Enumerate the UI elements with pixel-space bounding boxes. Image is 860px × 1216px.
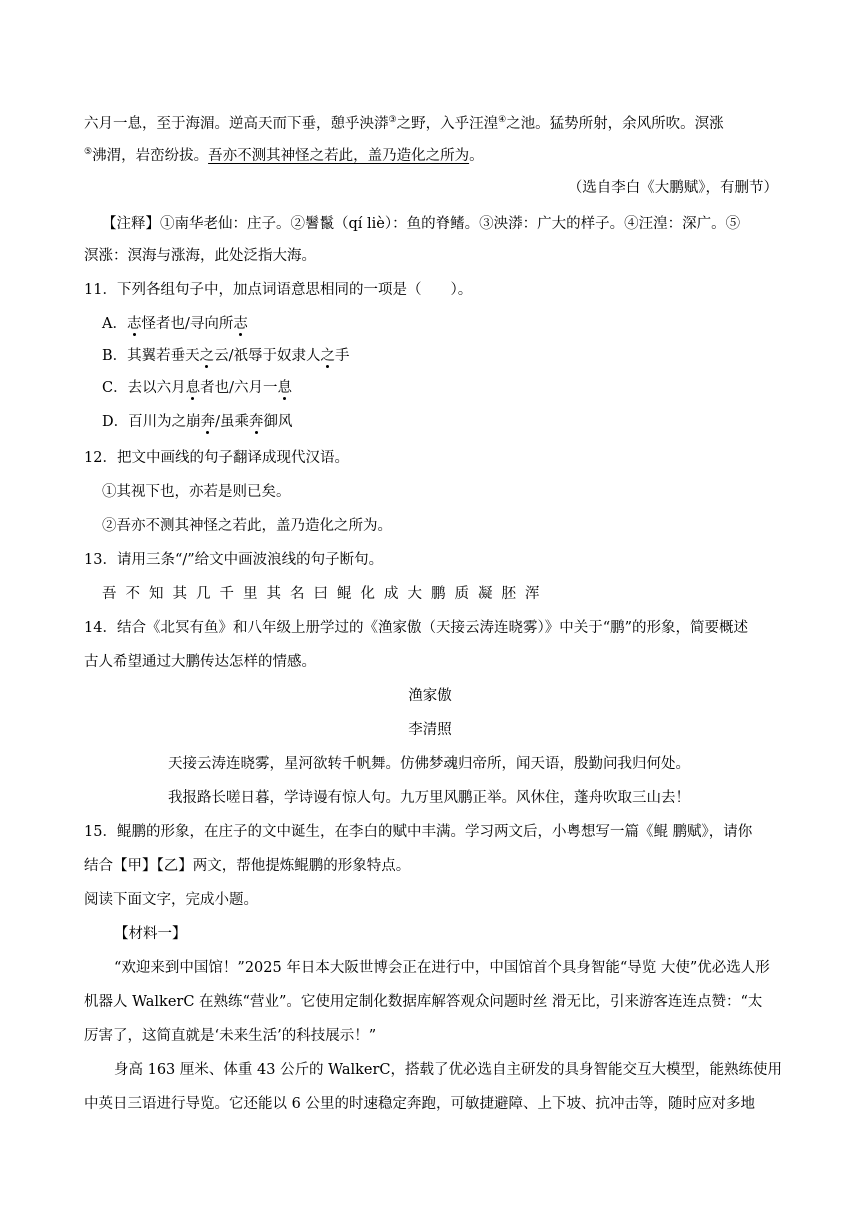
question-13-sentence: 吾不知其几千里其名曰鲲化成大鹏质凝胚浑	[102, 586, 549, 602]
question-11-option-d: D．百川为之崩奔/虽乘奔御风	[102, 414, 293, 430]
material-1-p1-line-2: 机器人 WalkerC 在熟练“营业”。它使用定制化数据库解答观众问题时丝 滑无比，引来游客连连点赞：“太	[84, 994, 763, 1010]
question-11-option-b: B．其翼若垂天之云/祇辱于奴隶人之手	[102, 348, 350, 364]
question-12-stem: 12．把文中画线的句子翻译成现代汉语。	[84, 450, 349, 466]
question-11-option-c: C．去以六月息者也/六月一息	[102, 380, 292, 396]
dotted-word: 志	[233, 316, 248, 332]
poem-title: 渔家傲	[408, 688, 452, 704]
material-1-title: 【材料一】	[114, 926, 187, 942]
question-12-sentence-1: ①其视下也，亦若是则已矣。	[102, 484, 291, 500]
question-13-stem: 13．请用三条“/”给文中画波浪线的句子断句。	[84, 552, 384, 568]
dotted-word: 息	[185, 380, 201, 396]
material-1-p2-line-2: 中英日三语进行导览。它还能以 6 公里的时速稳定奔跑，可敏捷避障、上下坡、抗冲击等，随时应对多地	[84, 1096, 755, 1112]
dotted-word: 奔	[200, 414, 216, 430]
dotted-word: 志	[126, 316, 142, 332]
material-1-p1-line-1: “欢迎来到中国馆！”2025 年日本大阪世博会正在进行中，中国馆首个具身智能“导览 大使”优必选人形	[114, 960, 770, 976]
material-1-p1-line-3: 厉害了，这简直就是‘未来生活’的科技展示！”	[84, 1028, 377, 1044]
dotted-word: 之	[320, 348, 336, 364]
fu-paragraph-line-2: ⑤沸渭，岩峦纷拔。吾亦不测其神怪之若此，盖乃造化之所为。	[84, 147, 484, 164]
poem-author: 李清照	[408, 722, 452, 738]
footnote-marker-4: ④	[498, 115, 507, 125]
question-12-sentence-2: ②吾亦不测其神怪之若此，盖乃造化之所为。	[102, 518, 392, 534]
notes-line-2: 溟涨：溟海与涨海，此处泛指大海。	[84, 248, 316, 264]
material-1-p2-line-1: 身高 163 厘米、体重 43 公斤的 WalkerC，搭载了优必选自主研发的具身智能交互大模型，能熟练使用	[114, 1062, 782, 1078]
dotted-word: 之	[199, 348, 215, 364]
question-14-line-1: 14．结合《北冥有鱼》和八年级上册学过的《渔家傲（天接云涛连晓雾）》中关于“鹏”的形象，简要概述	[84, 620, 749, 636]
question-15-line-1: 15．鲲鹏的形象，在庄子的文中诞生，在李白的赋中丰满。学习两文后，小粤想写一篇《鲲 鹏赋》，请你	[84, 824, 753, 840]
notes-line-1: 【注释】①南华老仙：庄子。②鬐鬣（qí liè）：鱼的脊鳍。③泱漭：广大的样子。④汪湟：深广。⑤	[102, 216, 741, 232]
question-14-line-2: 古人希望通过大鹏传达怎样的情感。	[84, 654, 316, 670]
question-11-stem: 11．下列各组句子中，加点词语意思相同的一项是（ ）。	[84, 282, 473, 298]
fu-paragraph-line-1: 六月一息，至于海湄。逆高天而下垂，憩乎泱漭③之野，入乎汪湟④之池。猛势所射，余风所吹。溟涨	[84, 115, 724, 132]
poem-line-2: 我报路长嗟日暮，学诗谩有惊人句。九万里风鹏正举。风休住，蓬舟吹取三山去！	[168, 790, 690, 806]
footnote-marker-5: ⑤	[84, 147, 93, 157]
poem-line-1: 天接云涛连晓雾，星河欲转千帆舞。仿佛梦魂归帝所，闻天语，殷勤问我归何处。	[168, 756, 690, 772]
dotted-word: 奔	[249, 414, 264, 430]
footnote-marker-3: ③	[388, 115, 397, 125]
underlined-sentence: 吾亦不测其神怪之若此，盖乃造化之所为	[208, 148, 470, 164]
question-11-option-a: A．志怪者也/寻向所志	[102, 316, 248, 332]
fu-source: （选自李白《大鹏赋》，有删节）	[567, 180, 778, 196]
dotted-word: 息	[277, 380, 292, 396]
question-15-line-2: 结合【甲】【乙】两文，帮他提炼鲲鹏的形象特点。	[84, 858, 411, 874]
reading-intro: 阅读下面文字，完成小题。	[84, 892, 258, 908]
